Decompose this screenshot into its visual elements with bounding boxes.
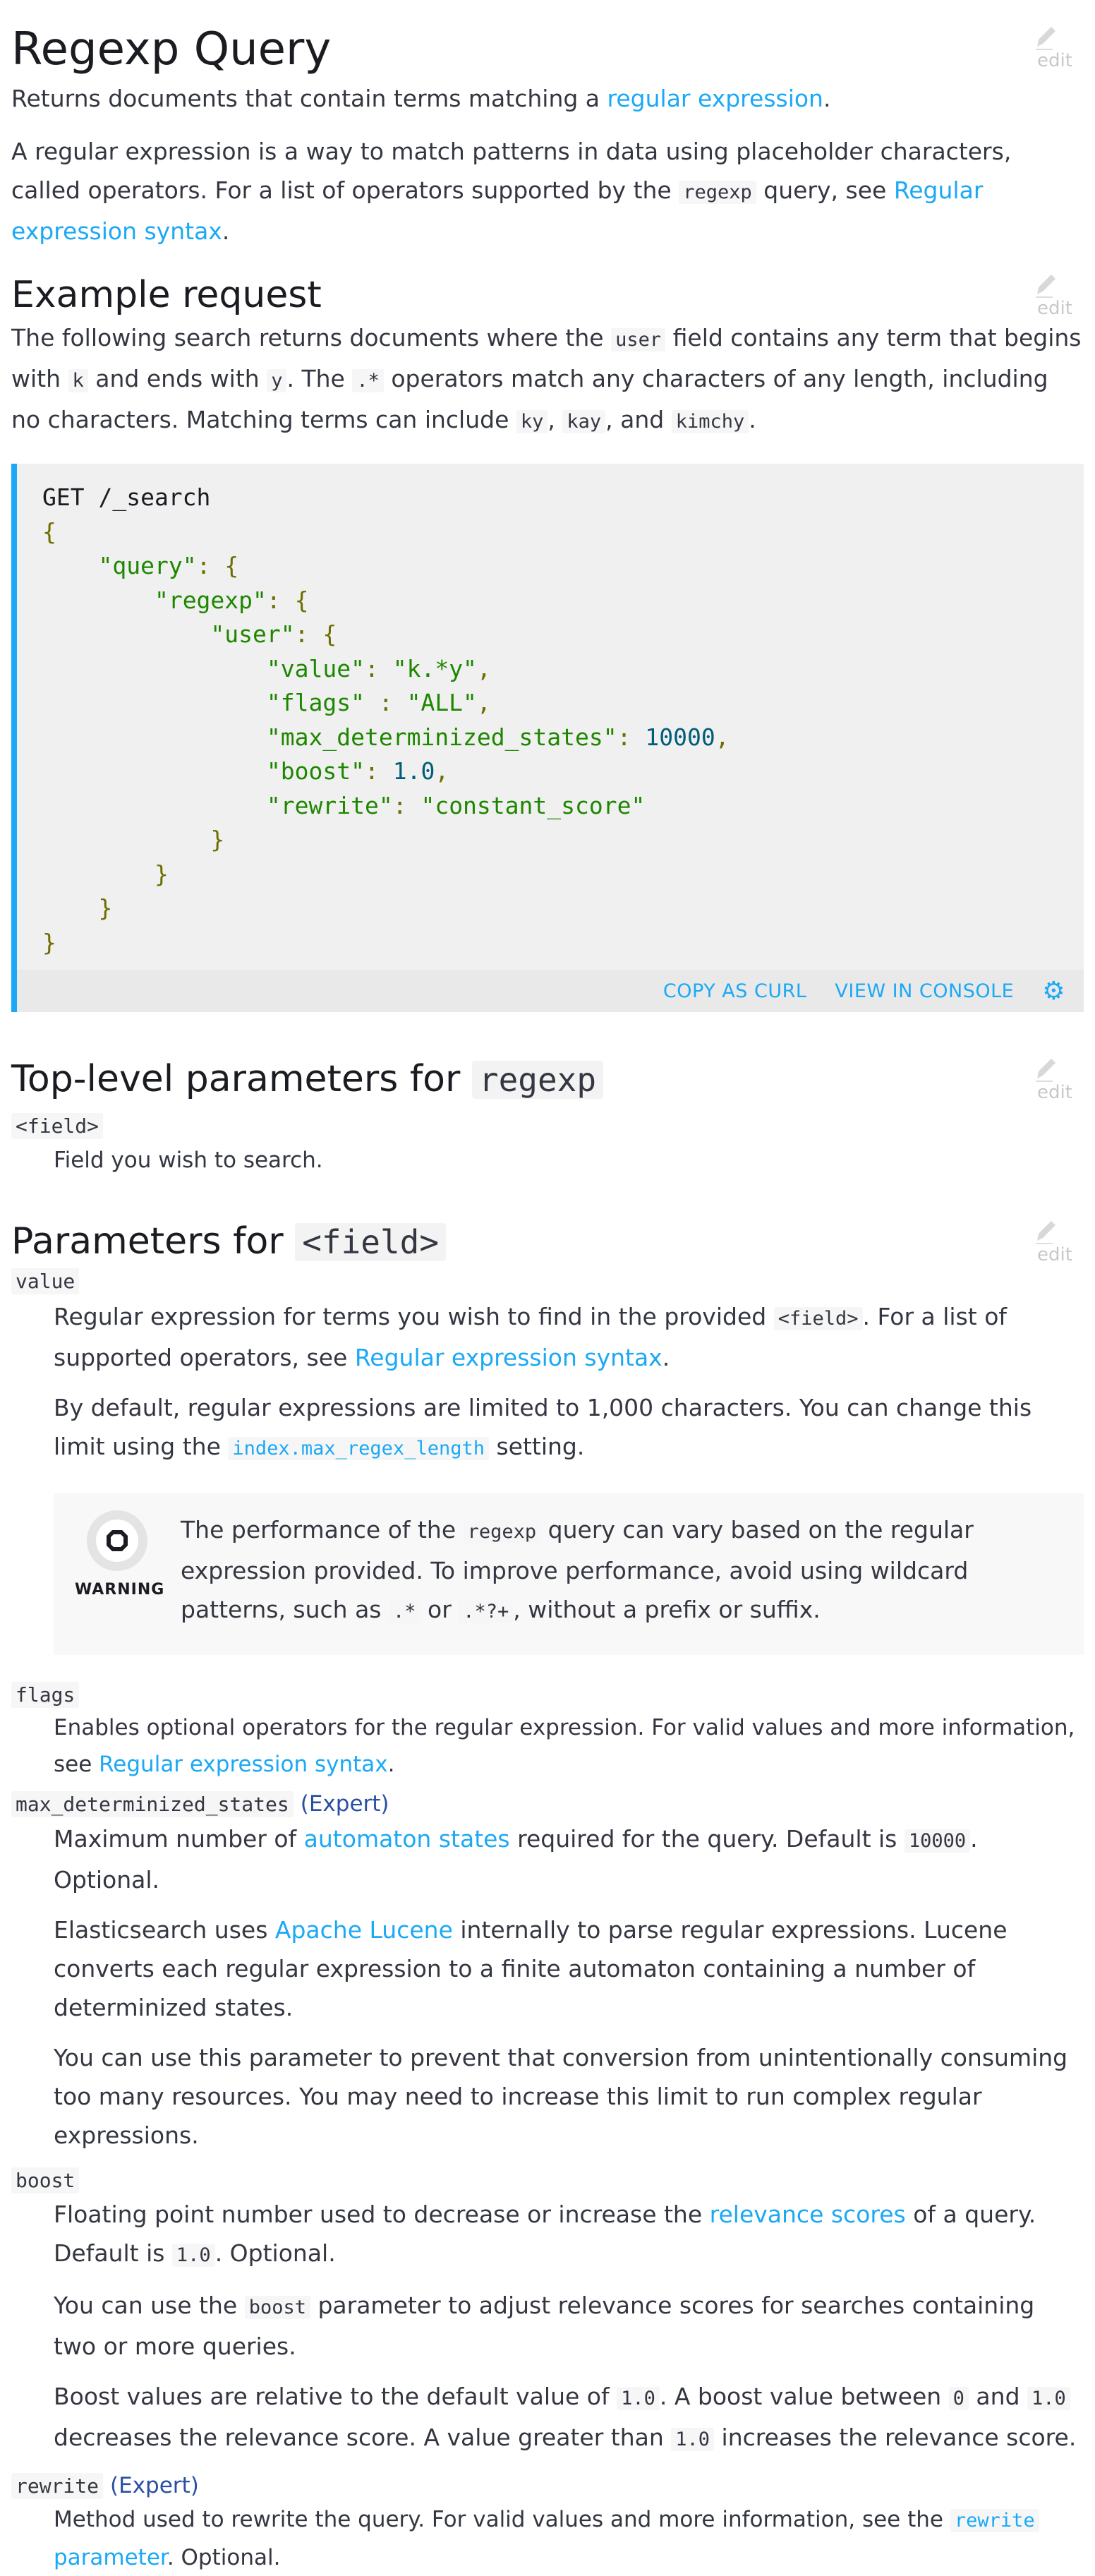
param-field-term: <field> bbox=[11, 1114, 1084, 1138]
param-flags-desc: Enables optional operators for the regular expression. For valid values and more information, see Regular expression syntax. bbox=[54, 1715, 1075, 1777]
max-regex-length-link[interactable]: index.max_regex_length bbox=[228, 1437, 489, 1460]
regex-syntax-link[interactable]: Regular expression syntax bbox=[99, 1752, 388, 1777]
edit-link[interactable]: edit bbox=[1030, 1214, 1079, 1262]
page-title: Regexp Query edit bbox=[11, 0, 1084, 78]
inline-code: regexp bbox=[679, 181, 756, 204]
rewrite-param-link[interactable]: parameter bbox=[54, 2545, 167, 2570]
apache-lucene-link[interactable]: Apache Lucene bbox=[274, 1916, 453, 1944]
field-params-heading: Parameters for <field> edit bbox=[11, 1218, 1084, 1265]
param-boost-term: boost bbox=[11, 2169, 1084, 2192]
code-snippet bbox=[11, 464, 1084, 1012]
param-value-term: value bbox=[11, 1270, 1084, 1293]
top-level-params-heading: Top-level parameters for regexp edit bbox=[11, 1056, 1084, 1103]
param-flags-term: flags bbox=[11, 1683, 1084, 1707]
regex-syntax-link[interactable]: Regular expression syntax bbox=[11, 176, 984, 245]
param-max-states-term: max_determinized_states (Expert) bbox=[11, 1791, 1084, 1817]
param-rewrite-term: rewrite (Expert) bbox=[11, 2473, 1084, 2498]
code-block: GET /_search { "query": { "regexp": { "user": { "value": "k.*y", "flags" : "ALL", "max_determinized_states": 10000, "boost": 1.0, "rewrite": "constant_score" } } } } bbox=[42, 483, 730, 956]
expert-badge: (Expert) bbox=[110, 2473, 199, 2498]
param-boost-desc: Floating point number used to decrease or increase the relevance scores of a query. Default is 1.0 . Optional. You can use the boost parameter to adjust relevance scores for searches containing two or more queries. Boost values are relative to the default value of 1.0 . A boost value between 0 and 1.0 decreases the relevance score. A value greater than 1.0 increases the relevance score. bbox=[54, 2201, 1077, 2451]
example-description: The following search returns documents where the user field contains any term that begins with k and ends with y . The .* operators match any characters of any length, including no characters. Matching terms can include ky , kay , and kimchy . bbox=[11, 324, 1082, 433]
pencil-icon bbox=[1030, 1052, 1058, 1085]
edit-link[interactable]: edit bbox=[1030, 267, 1079, 315]
automaton-states-link[interactable]: automaton states bbox=[303, 1825, 510, 1853]
relevance-scores-link[interactable]: relevance scores bbox=[709, 2201, 906, 2228]
gear-icon[interactable]: ⚙ bbox=[1042, 976, 1065, 1006]
param-field-desc: Field you wish to search. bbox=[54, 1148, 323, 1173]
pencil-icon bbox=[1030, 267, 1058, 301]
example-request-heading: Example request edit bbox=[11, 272, 1084, 318]
warning-admonition bbox=[54, 1493, 1084, 1655]
edit-link[interactable]: edit bbox=[1030, 20, 1079, 68]
intro-paragraph: Returns documents that contain terms matching a regular expression. bbox=[11, 85, 831, 112]
warning-icon bbox=[105, 1529, 129, 1553]
edit-link[interactable]: edit bbox=[1030, 1052, 1079, 1100]
view-in-console-button[interactable]: VIEW IN CONSOLE bbox=[835, 980, 1015, 1002]
copy-as-curl-button[interactable]: COPY AS CURL bbox=[663, 980, 807, 1002]
param-rewrite-desc: Method used to rewrite the query. For valid values and more information, see the rewrite parameter. Optional. bbox=[54, 2501, 1084, 2576]
pencil-icon bbox=[1030, 1214, 1058, 1248]
warning-label: WARNING bbox=[75, 1581, 165, 1599]
pencil-icon bbox=[1030, 20, 1058, 54]
regex-syntax-link[interactable]: Regular expression syntax bbox=[354, 1344, 663, 1371]
snippet-toolbar bbox=[17, 970, 1084, 1012]
operators-paragraph: A regular expression is a way to match patterns in data using placeholder characters, called operators. For a list of operators supported by the regexp query, see Regular expression syntax. bbox=[11, 138, 1012, 245]
param-max-states-desc: Maximum number of automaton states required for the query. Default is 10000 . Optional. Elasticsearch uses Apache Lucene internally to parse regular expressions. Lucene converts each regular expression to a finite automaton containing a number of determinized states. You can use this parameter to prevent that conversion from unintentionally consuming too many resources. You may need to increase this limit to run complex regular expressions. bbox=[54, 1825, 1068, 2149]
param-value-desc: Regular expression for terms you wish to find in the provided <field> . For a list of supported operators, see Regular expression syntax. By default, regular expressions are limited to 1,000 characters. You can change this limit using the index.max_regex_length setting. bbox=[54, 1303, 1032, 1460]
rewrite-param-link-code[interactable]: rewrite bbox=[950, 2509, 1039, 2532]
warning-text: The performance of the regexp query can vary based on the regular expression provided. To improve performance, avoid using wildcard patterns, such as .* or .*?+ , without a prefix or suffix. bbox=[181, 1516, 974, 1623]
expert-badge: (Expert) bbox=[300, 1791, 389, 1817]
regular-expression-link[interactable]: regular expression bbox=[607, 85, 823, 112]
